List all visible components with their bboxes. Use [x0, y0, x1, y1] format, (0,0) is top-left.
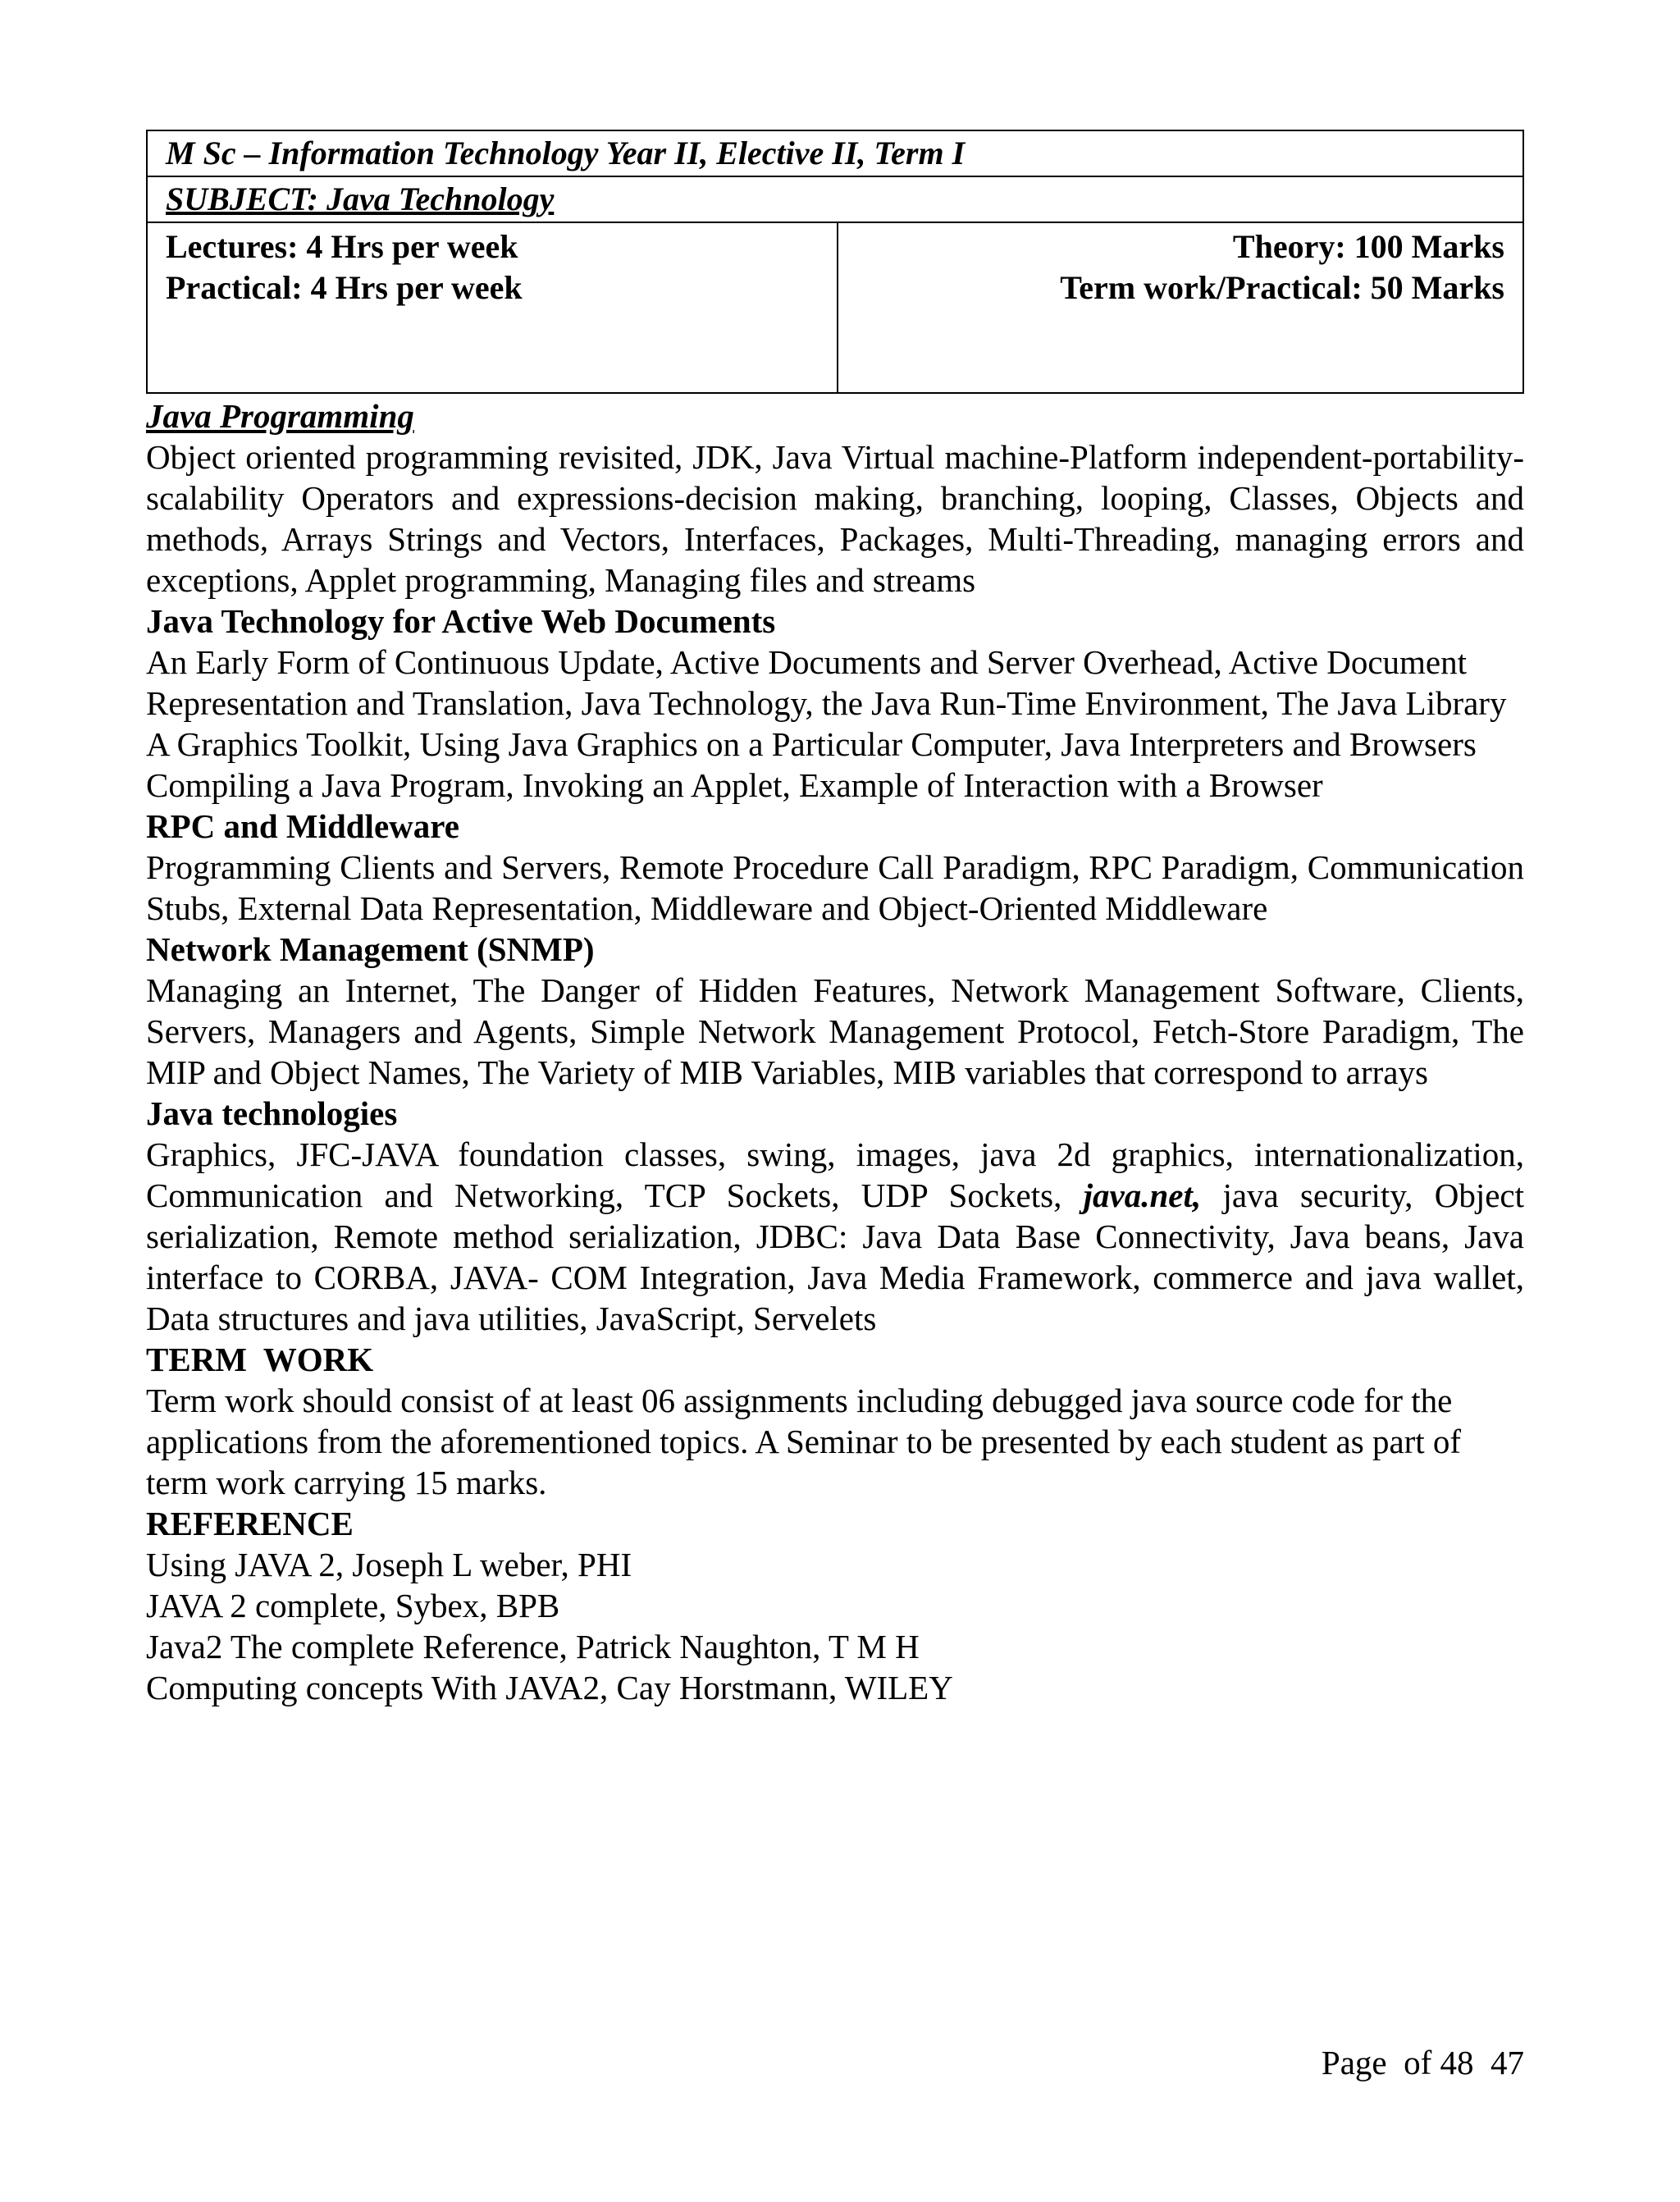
section-title-rpc: RPC and Middleware — [146, 807, 459, 845]
java-net-emphasis: java.net, — [1083, 1176, 1202, 1214]
hours-cell — [147, 222, 838, 393]
page-number: Page of 48 47 — [1321, 2044, 1524, 2081]
java-tech-text-2: java security, Object serialization, Remote method serialization, JDBC: Java Data Base Connectivity, Java beans, Java interface to CORBA, JAVA- COM Integration, Java Media Framework, commerce and java wallet, Data structures and java utilities, JavaScript, Servelets — [146, 1176, 1525, 1337]
reference-item: Java2 The complete Reference, Patrick Naughton, T M H — [146, 1628, 920, 1665]
reference-item: Using JAVA 2, Joseph L weber, PHI — [146, 1546, 632, 1583]
termwork-marks: Term work/Practical: 50 Marks — [1060, 269, 1504, 306]
section-body-term-work: Term work should consist of at least 06 assignments including debugged java source code for the applications from the aforementioned topics. A Seminar to be presented by each student as part of term work carrying 15 marks. — [146, 1382, 1462, 1501]
subject-title: SUBJECT: Java Technology — [147, 176, 1523, 222]
java-tech-text-1: Graphics, JFC-JAVA foundation classes, swing, images, java 2d graphics, internationalization, Communication and Networking, TCP Sockets, UDP Sockets, — [146, 1135, 1524, 1214]
section-body-active-web-1: An Early Form of Continuous Update, Active Documents and Server Overhead, Active Document Representation and Translation, Java Technology, the Java Run-Time Environment, The Java Library — [146, 643, 1507, 722]
marks-cell — [838, 222, 1523, 393]
program-title: M Sc – Information Technology Year II, Elective II, Term I — [147, 130, 1523, 176]
section-body-snmp: Managing an Internet, The Danger of Hidden Features, Network Management Software, Clients, Servers, Managers and Agents, Simple Network Management Protocol, Fetch-Store Paradigm, The MIP and Object Names, The Variety of MIB Variables, MIB variables that correspond to arrays — [146, 971, 1524, 1091]
section-title-reference: REFERENCE — [146, 1505, 354, 1542]
section-body-java-tech — [146, 1134, 1524, 1339]
section-title-snmp: Network Management (SNMP) — [146, 930, 595, 968]
section-title-java-tech: Java technologies — [146, 1094, 398, 1132]
lectures-hours: Lectures: 4 Hrs per week — [166, 228, 518, 265]
reference-item: Computing concepts With JAVA2, Cay Horstmann, WILEY — [146, 1669, 953, 1706]
section-title-term-work: TERM WORK — [146, 1341, 374, 1378]
syllabus-content — [146, 395, 1524, 1708]
section-body-java-programming: Object oriented programming revisited, JDK, Java Virtual machine-Platform independent-portability-scalability Operators and expressions-decision making, branching, looping, Classes, Objects and methods, Arrays Strings and Vectors, Interfaces, Packages, Multi-Threading, managing errors and exceptions, Applet programming, Managing files and streams — [146, 438, 1524, 599]
section-body-active-web-2: A Graphics Toolkit, Using Java Graphics on a Particular Computer, Java Interpreters and Browsers — [146, 725, 1477, 763]
theory-marks: Theory: 100 Marks — [1232, 228, 1504, 265]
section-body-active-web-3: Compiling a Java Program, Invoking an Applet, Example of Interaction with a Browser — [146, 766, 1323, 804]
section-title-java-programming: Java Programming — [146, 397, 414, 435]
reference-item: JAVA 2 complete, Sybex, BPB — [146, 1587, 560, 1624]
section-body-rpc: Programming Clients and Servers, Remote Procedure Call Paradigm, RPC Paradigm, Communication Stubs, External Data Representation, Middleware and Object-Oriented Middleware — [146, 848, 1524, 927]
document-page — [146, 130, 1524, 1708]
section-title-active-web: Java Technology for Active Web Documents — [146, 602, 776, 640]
practical-hours: Practical: 4 Hrs per week — [166, 269, 523, 306]
course-header-table — [146, 130, 1524, 394]
